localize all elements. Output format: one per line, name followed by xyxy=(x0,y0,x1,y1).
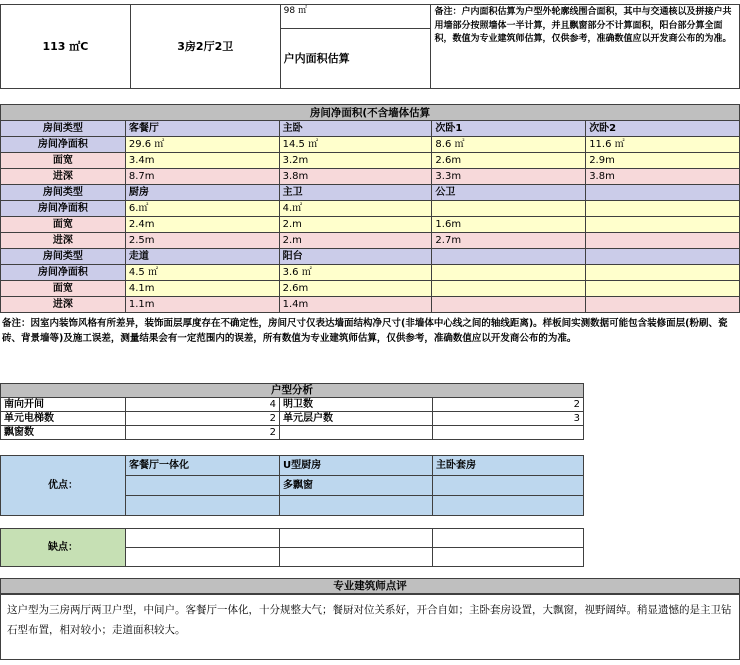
table-row xyxy=(1,384,584,398)
room-area-cell: 3.6 ㎡ xyxy=(279,265,432,281)
row-label: 房间类型 xyxy=(1,249,126,265)
cons-item xyxy=(433,548,584,567)
table-row xyxy=(1,456,584,476)
section-title-review: 专业建筑师点评 xyxy=(0,578,740,594)
room-width-cell xyxy=(432,281,586,297)
room-depth-cell xyxy=(586,297,740,313)
room-type-cell: 次卧1 xyxy=(432,121,586,137)
pros-item: 多飘窗 xyxy=(280,476,433,496)
room-width-cell: 2.6m xyxy=(279,281,432,297)
room-depth-cell xyxy=(586,233,740,249)
room-area-cell xyxy=(432,265,586,281)
pros-item xyxy=(433,496,584,516)
section-title-analysis: 户型分析 xyxy=(1,384,584,398)
pros-item xyxy=(126,496,280,516)
room-width-cell: 2.9m xyxy=(586,153,740,169)
pros-item: U型厨房 xyxy=(280,456,433,476)
cons-item xyxy=(280,548,433,567)
room-depth-cell: 8.7m xyxy=(125,169,279,185)
room-area-cell: 29.6 ㎡ xyxy=(125,137,279,153)
pros-item xyxy=(433,476,584,496)
table-row xyxy=(1,233,740,249)
room-type-cell xyxy=(586,249,740,265)
cons-table xyxy=(0,528,584,567)
room-depth-cell: 3.8m xyxy=(279,169,432,185)
analysis-label: 单元层户数 xyxy=(280,412,433,426)
room-width-cell xyxy=(586,217,740,233)
row-label: 面宽 xyxy=(1,281,126,297)
room-depth-cell: 1.1m xyxy=(125,297,279,313)
room-width-cell: 2.4m xyxy=(125,217,279,233)
room-depth-cell: 3.3m xyxy=(432,169,586,185)
section-title-room-area: 房间净面积(不含墙体估算 xyxy=(1,105,740,121)
room-depth-cell xyxy=(432,297,586,313)
room-area-cell: 11.6 ㎡ xyxy=(586,137,740,153)
room-depth-cell: 2.7m xyxy=(432,233,586,249)
row-label: 面宽 xyxy=(1,153,126,169)
cons-item xyxy=(126,548,280,567)
room-type-cell: 客餐厅 xyxy=(125,121,279,137)
row-label: 进深 xyxy=(1,233,126,249)
room-area-cell xyxy=(586,265,740,281)
row-label: 房间净面积 xyxy=(1,137,126,153)
analysis-label: 单元电梯数 xyxy=(1,412,126,426)
table-row xyxy=(1,412,584,426)
table-row xyxy=(1,121,740,137)
room-width-cell: 1.6m xyxy=(432,217,586,233)
room-width-cell: 3.2m xyxy=(279,153,432,169)
table-row xyxy=(1,398,584,412)
analysis-value xyxy=(433,426,584,440)
table-row xyxy=(1,105,740,121)
table-row xyxy=(1,217,740,233)
pros-item xyxy=(126,476,280,496)
row-label: 房间类型 xyxy=(1,185,126,201)
row-label: 进深 xyxy=(1,297,126,313)
room-type-cell xyxy=(586,185,740,201)
analysis-label: 明卫数 xyxy=(280,398,433,412)
table-row xyxy=(1,281,740,297)
analysis-label: 南向开间 xyxy=(1,398,126,412)
unit-layout: 3房2厅2卫 xyxy=(130,5,280,89)
room-area-cell xyxy=(432,201,586,217)
room-area-cell: 4.㎡ xyxy=(279,201,432,217)
analysis-value: 2 xyxy=(126,426,280,440)
room-area-cell xyxy=(586,201,740,217)
analysis-label xyxy=(280,426,433,440)
unit-area: 113 ㎡C xyxy=(1,5,131,89)
pros-item xyxy=(280,496,433,516)
room-type-cell: 主卧 xyxy=(279,121,432,137)
table-row xyxy=(1,169,740,185)
room-table-note: 备注：因室内装饰风格有所差异，装饰面层厚度存在不确定性，房间尺寸仅表达墙面结构净尺寸(非墙体中心线之间的轴线距离)。样板间实测数据可能包含装修面层(粉刷、瓷砖、背景墙等)及施工误差，测量结果会有一定范围内的误差，所有数值为专业建筑师估算，仅供参考，准确数值应以开发商公布的为准。 xyxy=(2,318,728,344)
room-type-cell xyxy=(432,249,586,265)
row-label: 进深 xyxy=(1,169,126,185)
review-text: 这户型为三房两厅两卫户型，中间户。客餐厅一体化，十分规整大气；餐厨对位关系好，开合自如；主卧套房设置，大飘窗，视野阔绰。稍显遗憾的是主卫钻石型布置，相对较小；走道面积较大。 xyxy=(0,594,740,660)
table-row xyxy=(1,426,584,440)
analysis-value: 3 xyxy=(433,412,584,426)
table-row xyxy=(1,5,740,29)
room-depth-cell: 3.8m xyxy=(586,169,740,185)
table-row xyxy=(1,185,740,201)
pros-item: 主卧套房 xyxy=(433,456,584,476)
room-type-cell: 次卧2 xyxy=(586,121,740,137)
cons-item xyxy=(280,529,433,548)
table-row xyxy=(1,249,740,265)
row-label: 面宽 xyxy=(1,217,126,233)
cons-item xyxy=(126,529,280,548)
table-row xyxy=(1,265,740,281)
room-width-cell xyxy=(586,281,740,297)
analysis-label: 飘窗数 xyxy=(1,426,126,440)
analysis-value: 2 xyxy=(126,412,280,426)
room-type-cell: 阳台 xyxy=(279,249,432,265)
table-row xyxy=(1,297,740,313)
room-area-cell: 6.㎡ xyxy=(125,201,279,217)
room-type-cell: 主卫 xyxy=(279,185,432,201)
room-type-cell: 走道 xyxy=(125,249,279,265)
cons-item xyxy=(433,529,584,548)
room-area-table xyxy=(0,104,740,313)
table-row xyxy=(1,137,740,153)
pros-item: 客餐厅一体化 xyxy=(126,456,280,476)
table-row xyxy=(1,529,584,548)
analysis-table xyxy=(0,383,584,440)
room-width-cell: 4.1m xyxy=(125,281,279,297)
table-row xyxy=(1,153,740,169)
cons-label: 缺点： xyxy=(1,529,126,567)
table-row xyxy=(1,201,740,217)
room-area-cell: 8.6 ㎡ xyxy=(432,137,586,153)
room-depth-cell: 2.m xyxy=(279,233,432,249)
room-area-cell: 4.5 ㎡ xyxy=(125,265,279,281)
inner-area-label: 户内面积估算 xyxy=(280,29,430,89)
room-width-cell: 2.m xyxy=(279,217,432,233)
room-width-cell: 3.4m xyxy=(125,153,279,169)
header-note: 备注：户内面积估算为户型外轮廓线围合面积，其中与交通核以及拼接户共用墙部分按照墙体一半计算，并且飘窗部分不计算面积，阳台部分算全面积，数值为专业建筑师估算，仅供参考，准确数值应以开发商公布的为准。 xyxy=(430,5,739,89)
room-type-cell: 厨房 xyxy=(125,185,279,201)
inner-area-value: 98 ㎡ xyxy=(280,5,430,29)
room-area-cell: 14.5 ㎡ xyxy=(279,137,432,153)
room-depth-cell: 2.5m xyxy=(125,233,279,249)
summary-table xyxy=(0,4,740,89)
row-label: 房间净面积 xyxy=(1,201,126,217)
room-type-cell: 公卫 xyxy=(432,185,586,201)
pros-label: 优点： xyxy=(1,456,126,516)
row-label: 房间净面积 xyxy=(1,265,126,281)
room-depth-cell: 1.4m xyxy=(279,297,432,313)
analysis-value: 4 xyxy=(126,398,280,412)
pros-table xyxy=(0,455,584,516)
room-width-cell: 2.6m xyxy=(432,153,586,169)
analysis-value: 2 xyxy=(433,398,584,412)
row-label: 房间类型 xyxy=(1,121,126,137)
